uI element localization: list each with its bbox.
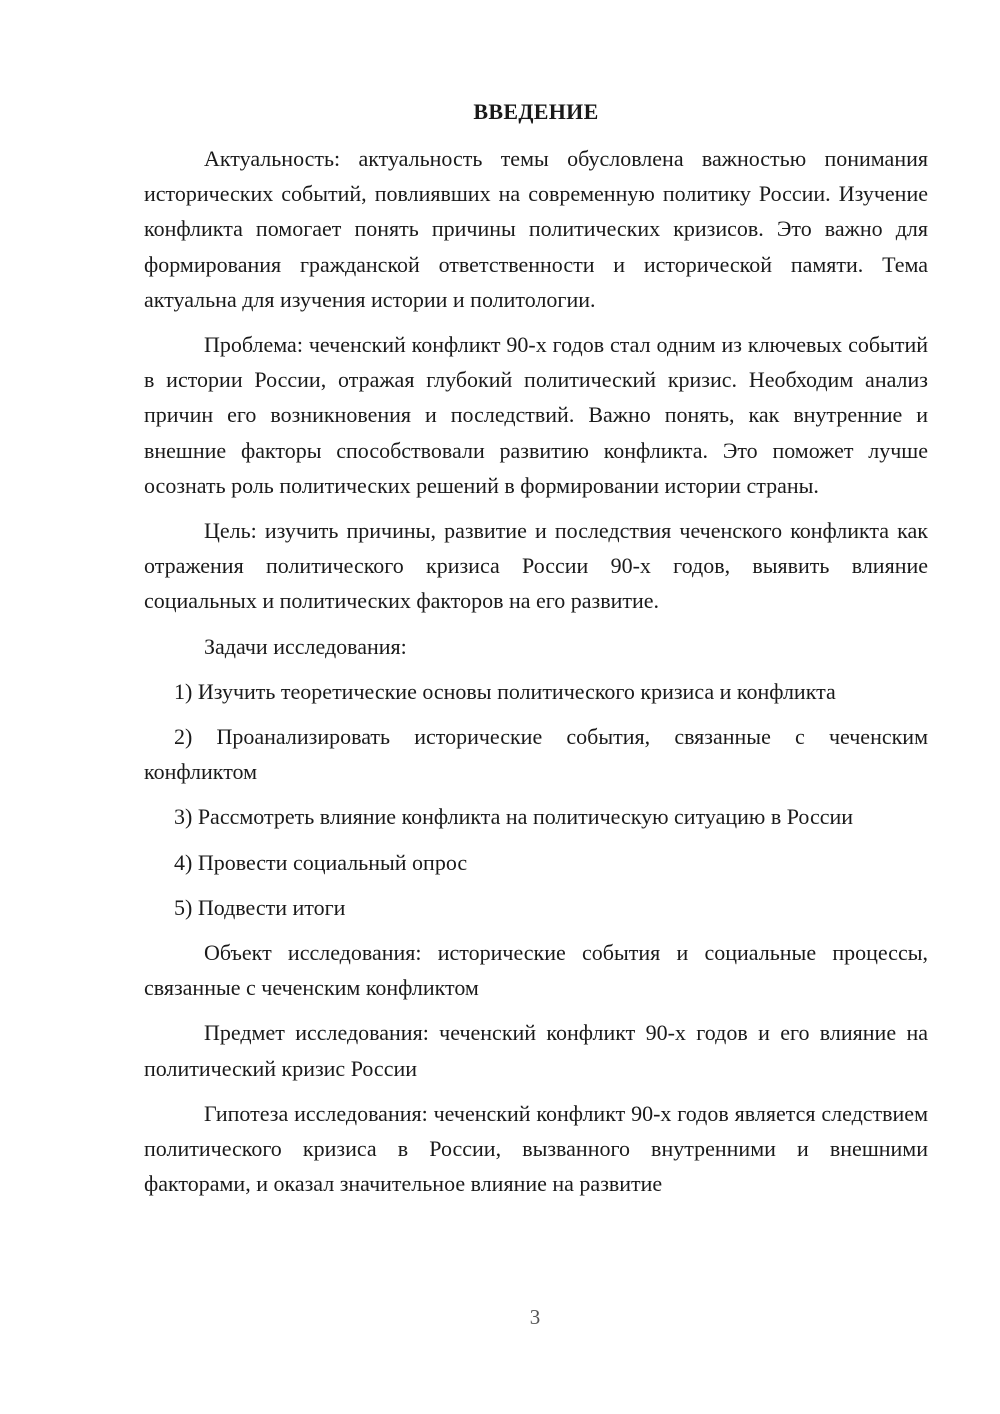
task-item-1: 1) Изучить теоретические основы политического кризиса и конфликта: [174, 678, 836, 704]
document-page: [144, 94, 928, 1211]
page-number: 3: [529, 1305, 541, 1329]
task-item-2: 2) Проанализировать исторические события, связанные с чеченским конфликтом: [144, 724, 928, 785]
paragraph-problem: Проблема: чеченский конфликт 90-х годов стал одним из ключевых событий в истории России, отражая глубокий политический кризис. Необходим анализ причин его возникновения и последствий. Важно понять, как внутренние и внешние факторы способствовали развитию конфликта. Это поможет лучше осознать роль политических решений в формировании истории страны.: [144, 332, 928, 498]
section-title: ВВЕДЕНИЕ: [473, 99, 599, 124]
paragraph-object: Объект исследования: исторические события и социальные процессы, связанные с чеченским конфликтом: [144, 940, 928, 1001]
paragraph-subject: Предмет исследования: чеченский конфликт 90-х годов и его влияние на политический кризис России: [144, 1020, 928, 1081]
paragraph-goal: Цель: изучить причины, развитие и последствия чеченского конфликта как отражения политического кризиса России 90-х годов, выявить влияние социальных и политических факторов на его развитие.: [144, 518, 928, 614]
task-item-3: 3) Рассмотреть влияние конфликта на политическую ситуацию в России: [174, 804, 854, 830]
paragraph-hypothesis: Гипотеза исследования: чеченский конфликт 90-х годов является следствием политического кризиса в России, вызванного внутренними и внешними факторами, и оказал значительное влияние на развитие: [144, 1100, 928, 1197]
paragraph-actuality: Актуальность: актуальность темы обусловлена важностью понимания исторических событий, повлиявших на современную политику России. Изучение конфликта помогает понять причины политических кризисов. Это важно для формирования гражданской ответственности и исторической памяти. Тема актуальна для изучения истории и политологии.: [144, 146, 928, 312]
tasks-heading: Задачи исследования:: [204, 633, 407, 659]
task-item-5: 5) Подвести итоги: [174, 894, 346, 920]
task-item-4: 4) Провести социальный опрос: [174, 849, 468, 875]
